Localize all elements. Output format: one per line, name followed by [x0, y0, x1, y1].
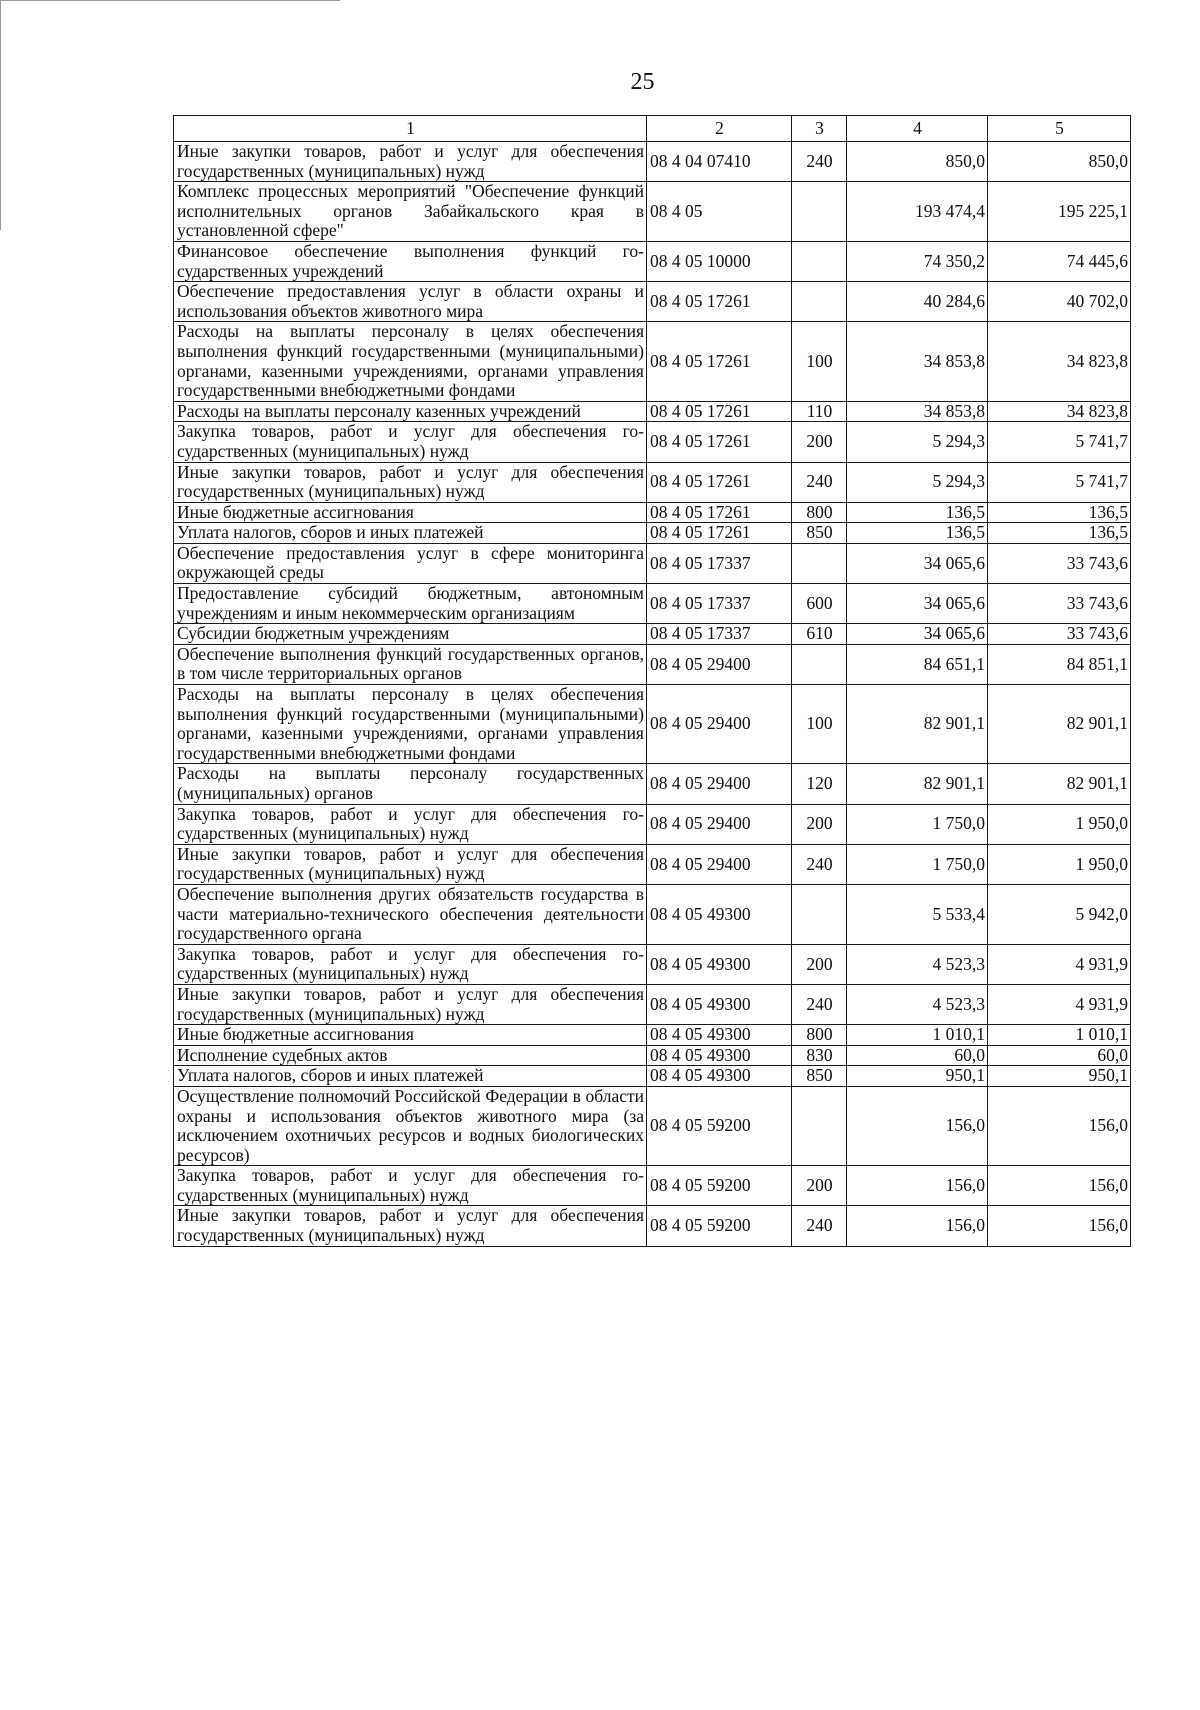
row-type-cell: 100 — [792, 322, 847, 401]
row-name-cell: Обеспечение выполнения функций государственных органов, в том числе территориальных органов — [174, 644, 647, 684]
table-row — [174, 1066, 1131, 1087]
column-header-4: 4 — [847, 116, 988, 142]
row-name-cell: Иные закупки товаров, работ и услуг для обеспечения государственных (муниципальных) нужд — [174, 462, 647, 502]
row-type-cell: 110 — [792, 401, 847, 422]
row-code-cell: 08 4 05 49300 — [647, 944, 792, 984]
table-row — [174, 804, 1131, 844]
row-value-col5-cell: 5 741,7 — [988, 462, 1131, 502]
row-type-cell: 610 — [792, 624, 847, 645]
row-value-col5-cell: 1 950,0 — [988, 844, 1131, 884]
table-row — [174, 944, 1131, 984]
row-name-cell: Закупка товаров, работ и услуг для обеспечения государственных (муниципальных) нужд — [174, 1166, 647, 1206]
row-code-cell: 08 4 05 49300 — [647, 1045, 792, 1066]
table-row — [174, 1086, 1131, 1165]
row-value-col4-cell: 136,5 — [847, 523, 988, 544]
row-name-cell: Расходы на выплаты персоналу в целях обеспечения выполнения функций государственными (муниципальными) органами, казенными учреждениями, органами управления государственными внебюджетными фондами — [174, 322, 647, 401]
row-name-cell: Расходы на выплаты персоналу в целях обеспечения выполнения функций государственными (муниципальными) органами, казенными учреждениями, органами управления государственными внебюджетными фондами — [174, 685, 647, 764]
row-value-col5-cell: 5 741,7 — [988, 422, 1131, 462]
row-name-cell: Иные бюджетные ассигнования — [174, 1025, 647, 1046]
row-value-col4-cell: 950,1 — [847, 1066, 988, 1087]
row-value-col5-cell: 195 225,1 — [988, 182, 1131, 242]
row-code-cell: 08 4 05 17261 — [647, 322, 792, 401]
row-name-cell: Иные бюджетные ассигнования — [174, 502, 647, 523]
row-value-col4-cell: 5 294,3 — [847, 462, 988, 502]
row-value-col5-cell: 60,0 — [988, 1045, 1131, 1066]
row-code-cell: 08 4 05 17261 — [647, 502, 792, 523]
row-type-cell: 100 — [792, 685, 847, 764]
row-type-cell: 240 — [792, 462, 847, 502]
table-header-row — [174, 116, 1131, 142]
row-value-col5-cell: 156,0 — [988, 1166, 1131, 1206]
row-value-col5-cell: 4 931,9 — [988, 944, 1131, 984]
row-code-cell: 08 4 05 17337 — [647, 624, 792, 645]
row-name-cell: Обеспечение выполнения других обязательств государства в части материально-технического обеспечения деятельности государственного органа — [174, 884, 647, 944]
row-value-col4-cell: 850,0 — [847, 142, 988, 182]
row-code-cell: 08 4 05 17261 — [647, 523, 792, 544]
table-row — [174, 241, 1131, 281]
table-row — [174, 685, 1131, 764]
row-code-cell: 08 4 05 59200 — [647, 1166, 792, 1206]
row-name-cell: Финансовое обеспечение выполнения функций государственных учреждений — [174, 241, 647, 281]
row-code-cell: 08 4 05 49300 — [647, 884, 792, 944]
row-value-col5-cell: 4 931,9 — [988, 984, 1131, 1024]
table-row — [174, 523, 1131, 544]
row-value-col5-cell: 1 950,0 — [988, 804, 1131, 844]
row-value-col5-cell: 82 901,1 — [988, 685, 1131, 764]
table-row — [174, 502, 1131, 523]
row-value-col4-cell: 1 010,1 — [847, 1025, 988, 1046]
row-value-col4-cell: 74 350,2 — [847, 241, 988, 281]
table-row — [174, 584, 1131, 624]
row-code-cell: 08 4 05 29400 — [647, 685, 792, 764]
row-name-cell: Иные закупки товаров, работ и услуг для обеспечения государственных (муниципальных) нужд — [174, 1206, 647, 1246]
row-code-cell: 08 4 05 29400 — [647, 764, 792, 804]
row-value-col4-cell: 5 533,4 — [847, 884, 988, 944]
row-name-cell: Субсидии бюджетным учреждениям — [174, 624, 647, 645]
table-row — [174, 282, 1131, 322]
column-header-5: 5 — [988, 116, 1131, 142]
row-type-cell: 240 — [792, 984, 847, 1024]
row-name-cell: Уплата налогов, сборов и иных платежей — [174, 523, 647, 544]
row-value-col4-cell: 156,0 — [847, 1166, 988, 1206]
table-row — [174, 1025, 1131, 1046]
row-value-col4-cell: 1 750,0 — [847, 804, 988, 844]
row-value-col4-cell: 4 523,3 — [847, 984, 988, 1024]
row-code-cell: 08 4 05 17261 — [647, 282, 792, 322]
table-row — [174, 462, 1131, 502]
row-value-col5-cell: 33 743,6 — [988, 584, 1131, 624]
row-code-cell: 08 4 05 10000 — [647, 241, 792, 281]
row-type-cell — [792, 1086, 847, 1165]
row-type-cell — [792, 282, 847, 322]
row-code-cell: 08 4 05 59200 — [647, 1206, 792, 1246]
table-row — [174, 422, 1131, 462]
row-value-col4-cell: 34 065,6 — [847, 624, 988, 645]
row-value-col4-cell: 34 065,6 — [847, 584, 988, 624]
row-value-col5-cell: 33 743,6 — [988, 624, 1131, 645]
row-name-cell: Закупка товаров, работ и услуг для обеспечения государственных (муниципальных) нужд — [174, 422, 647, 462]
row-value-col5-cell: 5 942,0 — [988, 884, 1131, 944]
row-name-cell: Расходы на выплаты персоналу казенных учреждений — [174, 401, 647, 422]
row-value-col5-cell: 82 901,1 — [988, 764, 1131, 804]
row-type-cell: 600 — [792, 584, 847, 624]
table-row — [174, 182, 1131, 242]
row-value-col4-cell: 82 901,1 — [847, 764, 988, 804]
row-type-cell — [792, 644, 847, 684]
table-row — [174, 1166, 1131, 1206]
table-row — [174, 401, 1131, 422]
row-value-col5-cell: 136,5 — [988, 502, 1131, 523]
column-header-1: 1 — [174, 116, 647, 142]
row-type-cell — [792, 884, 847, 944]
row-type-cell — [792, 241, 847, 281]
table-row — [174, 1206, 1131, 1246]
row-name-cell: Иные закупки товаров, работ и услуг для обеспечения государственных (муниципальных) нужд — [174, 844, 647, 884]
row-name-cell: Предоставление субсидий бюджетным, автономным учреждениям и иным некоммерческим организациям — [174, 584, 647, 624]
row-code-cell: 08 4 05 17337 — [647, 584, 792, 624]
row-name-cell: Уплата налогов, сборов и иных платежей — [174, 1066, 647, 1087]
row-value-col4-cell: 82 901,1 — [847, 685, 988, 764]
row-value-col4-cell: 193 474,4 — [847, 182, 988, 242]
row-name-cell: Закупка товаров, работ и услуг для обеспечения государственных (муниципальных) нужд — [174, 804, 647, 844]
row-code-cell: 08 4 05 — [647, 182, 792, 242]
row-value-col4-cell: 1 750,0 — [847, 844, 988, 884]
row-code-cell: 08 4 05 17261 — [647, 401, 792, 422]
row-value-col4-cell: 84 651,1 — [847, 644, 988, 684]
row-type-cell: 240 — [792, 142, 847, 182]
row-code-cell: 08 4 05 29400 — [647, 804, 792, 844]
row-code-cell: 08 4 05 17261 — [647, 422, 792, 462]
row-name-cell: Обеспечение предоставления услуг в области охраны и использования объектов животного мира — [174, 282, 647, 322]
row-code-cell: 08 4 05 49300 — [647, 984, 792, 1024]
row-name-cell: Комплекс процессных мероприятий "Обеспечение функций исполнительных органов Забайкальского края в установленной сфере" — [174, 182, 647, 242]
row-value-col4-cell: 60,0 — [847, 1045, 988, 1066]
row-name-cell: Расходы на выплаты персоналу государственных (муниципальных) органов — [174, 764, 647, 804]
table-row — [174, 543, 1131, 583]
column-header-2: 2 — [647, 116, 792, 142]
row-type-cell: 830 — [792, 1045, 847, 1066]
row-value-col4-cell: 40 284,6 — [847, 282, 988, 322]
row-type-cell: 240 — [792, 844, 847, 884]
table-row — [174, 1045, 1131, 1066]
table-row — [174, 764, 1131, 804]
row-type-cell — [792, 543, 847, 583]
row-value-col4-cell: 5 294,3 — [847, 422, 988, 462]
row-value-col5-cell: 34 823,8 — [988, 401, 1131, 422]
row-code-cell: 08 4 05 49300 — [647, 1066, 792, 1087]
row-value-col4-cell: 4 523,3 — [847, 944, 988, 984]
row-value-col5-cell: 74 445,6 — [988, 241, 1131, 281]
row-type-cell: 200 — [792, 1166, 847, 1206]
row-value-col5-cell: 34 823,8 — [988, 322, 1131, 401]
row-value-col5-cell: 40 702,0 — [988, 282, 1131, 322]
row-value-col5-cell: 156,0 — [988, 1206, 1131, 1246]
row-type-cell: 800 — [792, 502, 847, 523]
page-number: 25 — [630, 69, 655, 95]
row-type-cell — [792, 182, 847, 242]
row-code-cell: 08 4 05 29400 — [647, 644, 792, 684]
row-value-col5-cell: 156,0 — [988, 1086, 1131, 1165]
table-row — [174, 884, 1131, 944]
row-value-col5-cell: 950,1 — [988, 1066, 1131, 1087]
row-type-cell: 200 — [792, 944, 847, 984]
row-code-cell: 08 4 05 29400 — [647, 844, 792, 884]
budget-table — [173, 115, 1131, 1247]
row-value-col4-cell: 136,5 — [847, 502, 988, 523]
table-row — [174, 624, 1131, 645]
row-type-cell: 200 — [792, 422, 847, 462]
row-code-cell: 08 4 05 59200 — [647, 1086, 792, 1165]
row-type-cell: 850 — [792, 1066, 847, 1087]
row-name-cell: Иные закупки товаров, работ и услуг для обеспечения государственных (муниципальных) нужд — [174, 142, 647, 182]
row-value-col5-cell: 84 851,1 — [988, 644, 1131, 684]
row-name-cell: Исполнение судебных актов — [174, 1045, 647, 1066]
row-value-col4-cell: 156,0 — [847, 1086, 988, 1165]
row-name-cell: Закупка товаров, работ и услуг для обеспечения государственных (муниципальных) нужд — [174, 944, 647, 984]
row-type-cell: 120 — [792, 764, 847, 804]
row-name-cell: Осуществление полномочий Российской Федерации в области охраны и использования объектов животного мира (за исключением охотничьих ресурсов и водных биологических ресурсов) — [174, 1086, 647, 1165]
row-code-cell: 08 4 05 49300 — [647, 1025, 792, 1046]
scan-border-left — [0, 0, 3, 230]
row-code-cell: 08 4 05 17261 — [647, 462, 792, 502]
table-row — [174, 322, 1131, 401]
row-value-col5-cell: 33 743,6 — [988, 543, 1131, 583]
row-value-col5-cell: 136,5 — [988, 523, 1131, 544]
row-value-col4-cell: 34 853,8 — [847, 401, 988, 422]
row-value-col4-cell: 34 853,8 — [847, 322, 988, 401]
table-row — [174, 644, 1131, 684]
budget-table-body — [174, 116, 1131, 1247]
table-row — [174, 844, 1131, 884]
table-row — [174, 984, 1131, 1024]
table-row — [174, 142, 1131, 182]
row-type-cell: 800 — [792, 1025, 847, 1046]
row-value-col5-cell: 1 010,1 — [988, 1025, 1131, 1046]
row-name-cell: Иные закупки товаров, работ и услуг для обеспечения государственных (муниципальных) нужд — [174, 984, 647, 1024]
scan-border-top — [0, 0, 340, 9]
row-value-col4-cell: 34 065,6 — [847, 543, 988, 583]
row-name-cell: Обеспечение предоставления услуг в сфере мониторинга окружающей среды — [174, 543, 647, 583]
row-type-cell: 200 — [792, 804, 847, 844]
column-header-3: 3 — [792, 116, 847, 142]
row-type-cell: 850 — [792, 523, 847, 544]
row-type-cell: 240 — [792, 1206, 847, 1246]
row-value-col4-cell: 156,0 — [847, 1206, 988, 1246]
row-value-col5-cell: 850,0 — [988, 142, 1131, 182]
row-code-cell: 08 4 04 07410 — [647, 142, 792, 182]
row-code-cell: 08 4 05 17337 — [647, 543, 792, 583]
